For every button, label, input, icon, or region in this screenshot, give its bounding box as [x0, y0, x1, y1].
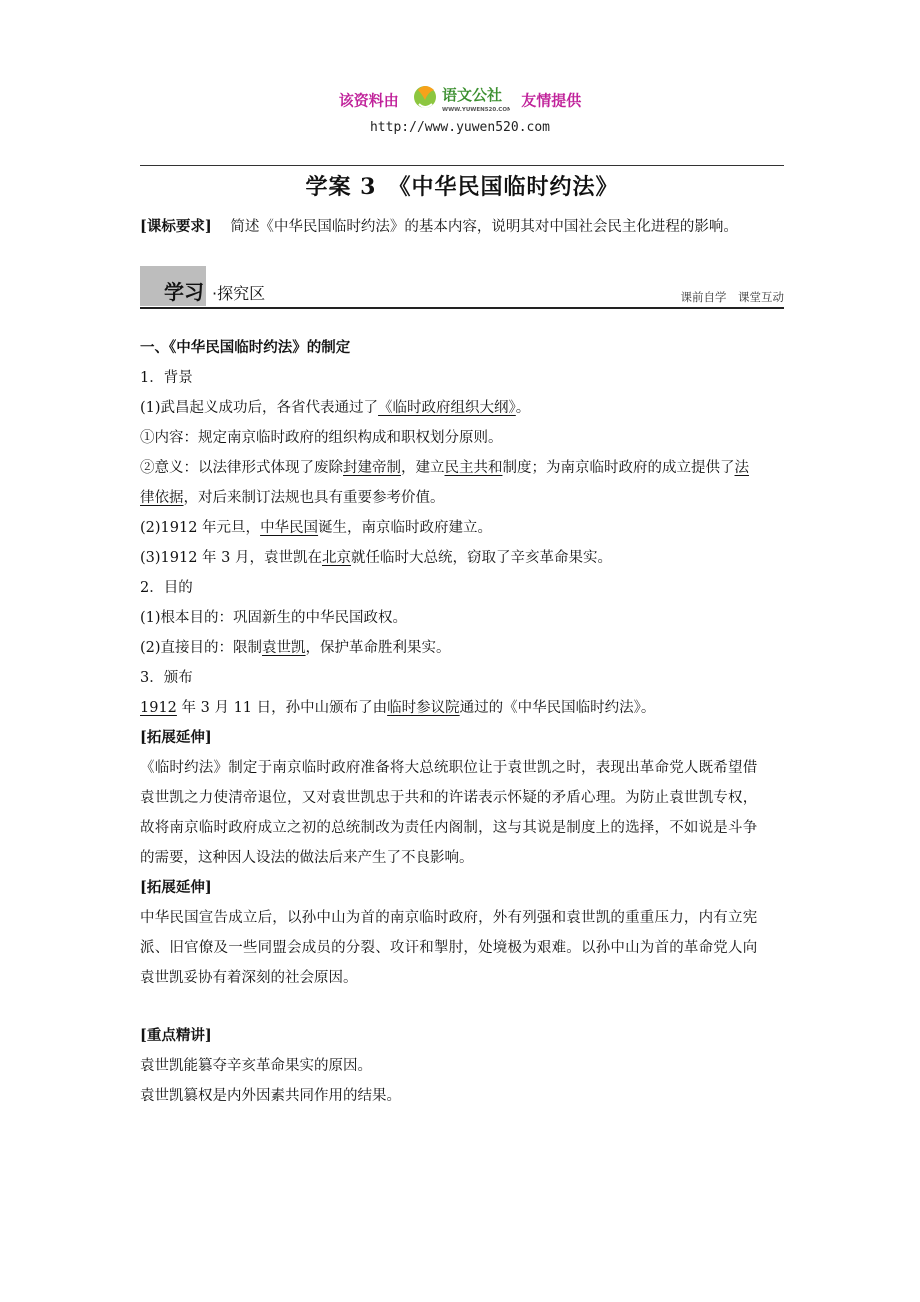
key-points-line-1: 袁世凯能篡夺辛亥革命果实的原因。: [140, 1058, 372, 1074]
source-url[interactable]: http://www.yuwen520.com: [369, 120, 550, 135]
line-3: ②意义：以法律形式体现了废除封建帝制，建立民主共和制度；为南京临时政府的成立提供了法: [140, 460, 749, 476]
heading-1: 一、《中华民国临时约法》的制定: [140, 339, 351, 356]
blank-answer: 封建帝制: [343, 460, 401, 476]
standard-requirement: [140, 212, 784, 242]
extension-label-1: [拓展延伸]: [140, 729, 212, 746]
logo-subtext: WWW.YUWEN520.COM: [442, 107, 510, 113]
line-8: (2)直接目的：限制袁世凯，保护革命胜利果实。: [140, 640, 451, 656]
subheading-background: 1．背景: [140, 370, 193, 386]
blank-answer: 1912: [140, 700, 177, 716]
section-label: 学习: [164, 280, 204, 304]
blank-answer: 《临时政府组织大纲》: [378, 400, 516, 416]
section-rule: [140, 307, 784, 309]
page-title: 学案 3 《中华民国临时约法》: [305, 174, 619, 200]
line-7: (1)根本目的：巩固新生的中华民国政权。: [140, 610, 408, 626]
extension-1-line-2: 袁世凯之力使清帝退位，又对袁世凯忠于共和的许诺表示怀疑的矛盾心理。为防止袁世凯专权，: [140, 790, 758, 806]
extension-label-2: [拓展延伸]: [140, 879, 212, 896]
extension-1-line-3: 故将南京临时政府成立之初的总统制改为责任内阁制，这与其说是制度上的选择，不如说是斗争: [140, 820, 758, 836]
blank-answer: 北京: [322, 550, 351, 566]
standard-label: [课标要求]: [140, 218, 212, 235]
line-1: (1)武昌起义成功后，各省代表通过了《临时政府组织大纲》。: [140, 400, 531, 416]
extension-2-line-3: 袁世凯妥协有着深刻的社会原因。: [140, 970, 358, 986]
extension-1-line-1: 《临时约法》制定于南京临时政府准备将大总统职位让于袁世凯之时，表现出革命党人既希望借: [140, 760, 758, 776]
section-sublabel: ·探究区: [212, 284, 266, 303]
subheading-purpose: 2．目的: [140, 580, 193, 596]
line-4: 律依据，对后来制订法规也具有重要参考价值。: [140, 490, 445, 506]
extension-2-line-2: 派、旧官僚及一些同盟会成员的分裂、攻讦和掣肘，处境极为艰难。以孙中山为首的革命党人向: [140, 940, 758, 956]
blank-answer: 法: [734, 460, 749, 476]
section-tags: 课前自学 课堂互动: [680, 290, 784, 304]
key-points-line-2: 袁世凯篡权是内外因素共同作用的结果。: [140, 1088, 401, 1104]
banner-suffix: 友情提供: [521, 91, 582, 110]
extension-2-line-1: 中华民国宣告成立后，以孙中山为首的南京临时政府，外有列强和袁世凯的重重压力，内有立宪: [140, 910, 758, 926]
blank-answer: 律依据: [140, 490, 184, 506]
yuwen-logo[interactable]: [410, 80, 510, 120]
line-2: ①内容：规定南京临时政府的组织构成和职权划分原则。: [140, 430, 503, 446]
line-6: (3)1912 年 3 月，袁世凯在北京就任临时大总统，窃取了辛亥革命果实。: [140, 550, 612, 566]
standard-text: 简述《中华民国临时约法》的基本内容，说明其对中国社会民主化进程的影响。: [230, 219, 738, 235]
blank-answer: 中华民国: [260, 520, 319, 536]
key-points-label: [重点精讲]: [140, 1027, 212, 1044]
logo-text: 语文公社: [442, 86, 503, 104]
banner-prefix: 该资料由: [338, 91, 399, 110]
source-banner: [0, 80, 920, 120]
subheading-promulgation: 3．颁布: [140, 670, 193, 686]
blank-answer: 临时参议院: [387, 700, 460, 716]
title-rule: [140, 165, 784, 166]
line-9: 1912 年 3 月 11 日，孙中山颁布了由临时参议院通过的《中华民国临时约法》。: [140, 700, 656, 716]
line-5: (2)1912 年元旦，中华民国诞生，南京临时政府建立。: [140, 520, 493, 536]
blank-answer: 民主共和: [444, 460, 503, 476]
extension-1-line-4: 的需要，这种因人设法的做法后来产生了不良影响。: [140, 850, 474, 866]
blank-answer: 袁世凯: [262, 640, 306, 656]
